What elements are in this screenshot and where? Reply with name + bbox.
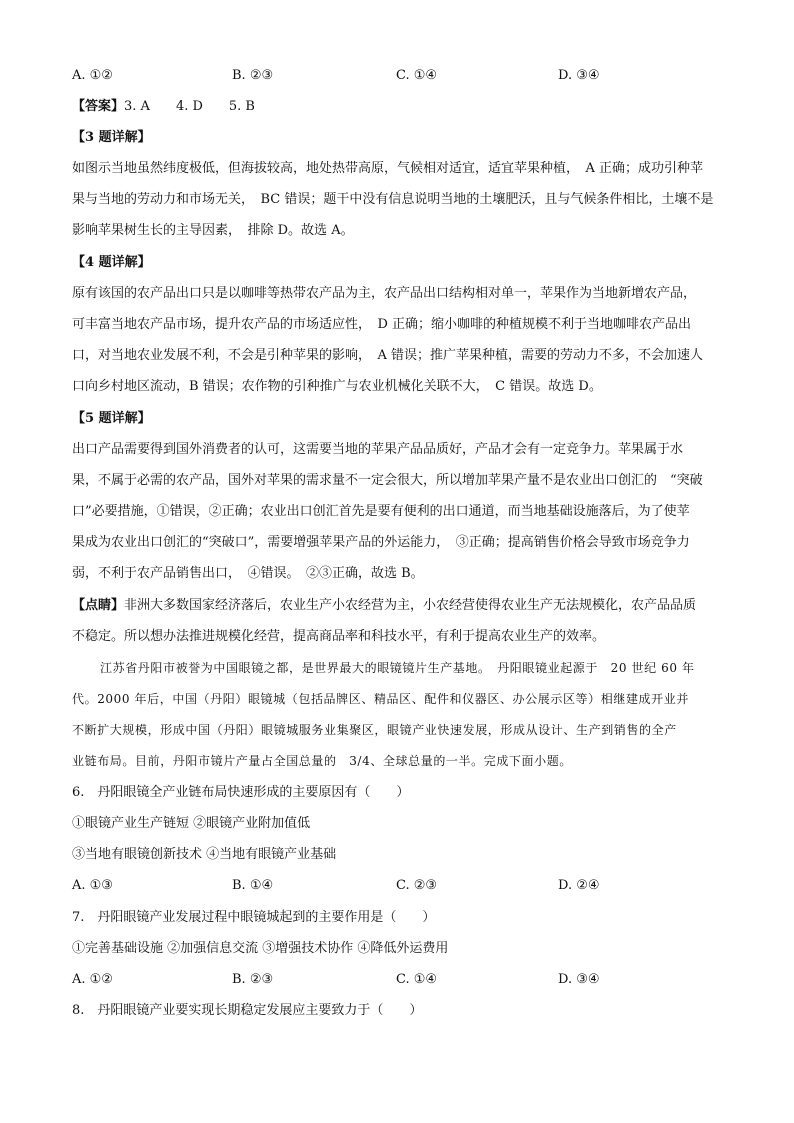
option-c: C. ②③: [396, 878, 438, 893]
question-7-stem: 7. 丹阳眼镜产业发展过程中眼镜城起到的主要作用是（ ）: [72, 910, 436, 925]
passage-line: 不断扩大规模，形成中国（丹阳）眼镜城服务业集聚区，眼镜产业快速发展，形成从设计、生产到销售的全产: [72, 723, 677, 737]
detail5-line: 出口产品需要得到国外消费者的认可，这需要当地的苹果产品品质好，产品才会有一定竞争力。苹果属于水: [72, 442, 684, 457]
option-c: C. ①④: [396, 972, 438, 987]
option-d: D. ③④: [558, 972, 600, 987]
option-d: D. ②④: [558, 878, 600, 893]
answer-line: [72, 97, 722, 117]
detail5-line: 弱，不利于农产品销售出口， ④错误。 ②③正确，故选 B。: [72, 566, 424, 581]
answer-label: 【答案】: [72, 99, 125, 114]
question-7-item: ①完善基础设施 ②加强信息交流 ③增强技术协作 ④降低外运费用: [72, 941, 449, 956]
option-a: A. ①③: [72, 878, 113, 893]
comment-line: [72, 596, 722, 616]
detail4-line: 口，对当地农业发展不利，不会是引种苹果的影响， A 错误；推广苹果种植，需要的劳动力不多，不会加速人: [72, 348, 704, 363]
question-6-options: [72, 876, 722, 896]
detail3-line: 如图示当地虽然纬度极低，但海拔较高，地处热带高原，气候相对适宜，适宜苹果种植， A 正确；成功引种苹: [72, 161, 704, 176]
comment-label: 【点睛】: [72, 598, 125, 613]
option-b: B. ②③: [232, 972, 274, 987]
option-d: D. ③④: [558, 68, 600, 83]
detail5-line: 果成为农业出口创汇的“突破口”，需要增强苹果产品的外运能力， ③正确；提高销售价格会导致市场竞争力: [72, 535, 690, 550]
question-6-item: ①眼镜产业生产链短 ②眼镜产业附加值低: [72, 816, 311, 831]
detail4-line: 原有该国的农产品出口只是以咖啡等热带农产品为主，农产品出口结构相对单一，苹果作为当地新增农产品，: [72, 286, 697, 301]
comment-text: 非洲大多数国家经济落后，农业生产小农经营为主，小农经营使得农业生产无法规模化，农产品品质: [124, 598, 697, 613]
detail4-line: 可丰富当地农产品市场，提升农产品的市场适应性， D 正确；缩小咖啡的种植规模不利于当地咖啡农产品出: [72, 317, 692, 332]
detail4-line: 口向乡村地区流动，B 错误；农作物的引种推广与农业机械化关联不大， C 错误。故选 D。: [72, 379, 602, 394]
question-8-stem: 8. 丹阳眼镜产业要实现长期稳定发展应主要致力于（ ）: [72, 1003, 423, 1018]
answer-text: 3. A 4. D 5. B: [124, 99, 255, 114]
question-6-stem: 6. 丹阳眼镜全产业链布局快速形成的主要原因有（ ）: [72, 785, 410, 800]
option-row: [72, 66, 722, 86]
detail5-line: 果，不属于必需的农产品，国外对苹果的需求量不一定会很大，所以增加苹果产量不是农业出口创汇的 “突破: [72, 473, 703, 488]
detail4-heading: 【4 题详解】: [72, 255, 151, 270]
comment-line: 不稳定。所以想办法推进规模化经营，提高商品率和科技水平，有利于提高农业生产的效率。: [72, 629, 606, 644]
question-6-item: ③当地有眼镜创新技术 ④当地有眼镜产业基础: [72, 847, 337, 862]
detail5-line: 口”必要措施，①错误，②正确；农业出口创汇首先是要有便利的出口通道，而当地基础设施落后，为了使苹: [72, 504, 690, 519]
question-7-options: [72, 970, 722, 990]
detail3-heading: 【3 题详解】: [72, 130, 151, 145]
option-b: B. ①④: [232, 878, 274, 893]
passage-line: 代。2000 年后，中国（丹阳）眼镜城（包括品牌区、精品区、配件和仪器区、办公展示区等）相继建成开业并: [72, 692, 689, 706]
option-a: A. ①②: [72, 68, 113, 83]
detail3-line: 果与当地的劳动力和市场无关， BC 错误；题干中没有信息说明当地的土壤肥沃，且与气候条件相比，土壤不是: [72, 192, 714, 207]
option-a: A. ①②: [72, 972, 113, 987]
option-b: B. ②③: [232, 68, 274, 83]
passage-line: 江苏省丹阳市被誉为中国眼镜之都，是世界最大的眼镜镜片生产基地。 丹阳眼镜业起源于 20 世纪 60 年: [100, 661, 695, 675]
detail5-heading: 【5 题详解】: [72, 411, 151, 426]
option-c: C. ①④: [396, 68, 438, 83]
passage-line: 业链布局。目前，丹阳市镜片产量占全国总量的 3/4、全球总量的一半。完成下面小题。: [72, 754, 572, 768]
detail3-line: 影响苹果树生长的主导因素， 排除 D。故选 A。: [72, 223, 354, 238]
